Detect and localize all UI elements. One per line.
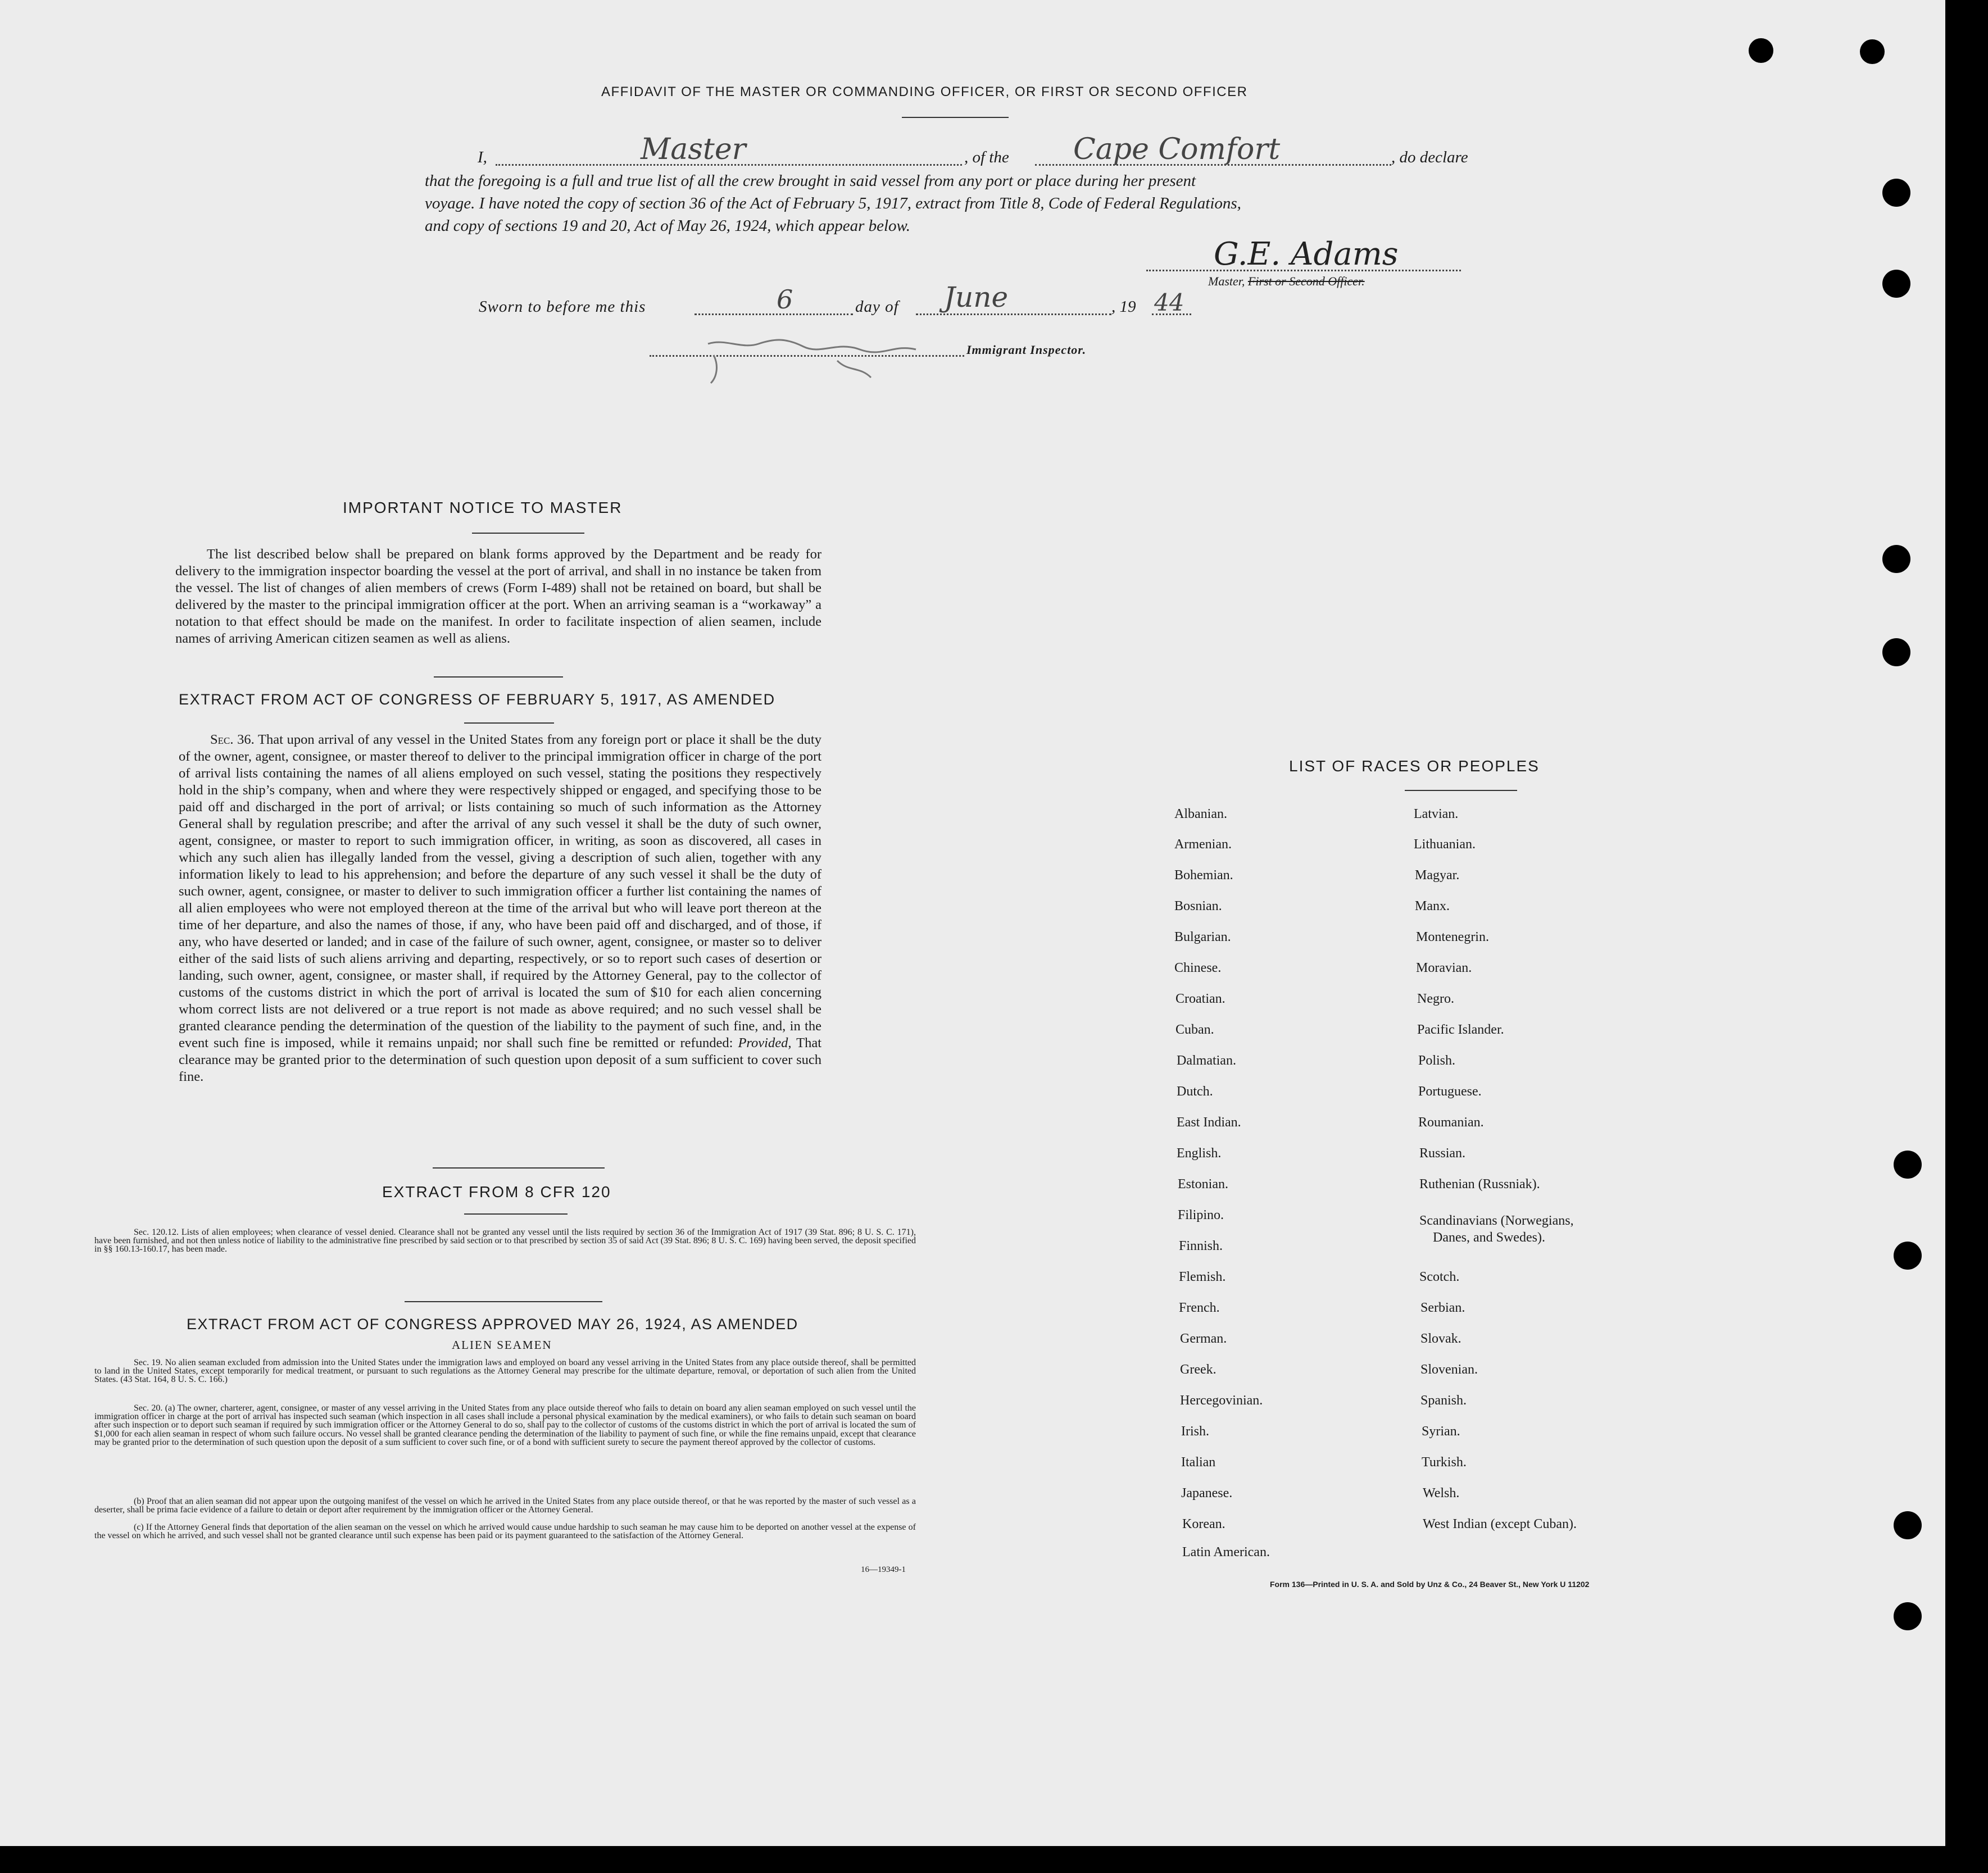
binder-hole	[1882, 179, 1910, 207]
section-36-text-end: That clearance may be granted prior to the determination of such question upon deposit of a sum sufficient to cover such fine.	[179, 1035, 822, 1084]
extract-1924-title: EXTRACT FROM ACT OF CONGRESS APPROVED MAY 26, 1924, AS AMENDED	[187, 1316, 798, 1333]
cfr-body: Sec. 120.12. Lists of alien employees; when clearance of vessel denied. Clearance shall not be granted any vessel until the lists required by section 36 of the Immigration Act of 1917 (39 Stat. 896; 8 U. S. C. 171), have been furnished, and not then unless notice of liability to the administrative fine prescribed by said section or to that prescribed by section 35 of said Act (39 Stat. 896; 8 U. S. C. 169) having been served, the deposit specified in §§ 160.13-160.17, has been made.	[94, 1228, 916, 1254]
signature-caption-prefix: Master,	[1208, 274, 1248, 288]
title-rule	[902, 117, 1009, 118]
race-item: Syrian.	[1422, 1424, 1460, 1439]
filled-rank: Master	[641, 133, 746, 166]
day-blank-line	[695, 313, 853, 315]
extract-1924-sec-20c: (c) If the Attorney General finds that deportation of the alien seaman on the vessel on which he arrived would cause undue hardship to such seaman he may cause him to be deported on another vessel at the expense of the vessel on which he arrived, and such vessel shall not be granted clearance until such expense has been paid or its payment guaranteed to the satisfaction of the Attorney General.	[94, 1522, 916, 1541]
extract-1924-sec-20a: Sec. 20. (a) The owner, charterer, agent, consignee, or master of any vessel arriving in the United States from any place outside thereof who fails to detain on board any alien seaman employed on such vessel until the immigration officer in charge at the port of arrival has inspected such seaman (which inspection in all cases shall include a personal physical examination by the medical examiners), or who fails to detain such seaman on board after such inspection or to deport such seaman if required by such immigration officer or the Attorney General to do so, shall pay to the collector of customs of the customs district in which the port of arrival is located the sum of $1,000 for each alien seaman in respect of whom such failure occurs. No vessel shall be granted clearance pending the determination of the liability to payment of such fine, or while the fine remains unpaid, except that clearance may be granted prior to the determination of such question upon the deposit of a sum sufficient to cover such fine, or of a bond with sufficient surety to secure the payment thereof approved by the collector of customs.	[94, 1403, 916, 1447]
race-item: Lithuanian.	[1414, 837, 1476, 852]
race-item: Welsh.	[1423, 1486, 1460, 1501]
race-item: Ruthenian (Russniak).	[1419, 1177, 1540, 1192]
signature-caption-struck: First or Second Officer.	[1247, 274, 1365, 288]
binder-hole	[1894, 1602, 1922, 1630]
print-code: 16—19349-1	[861, 1565, 906, 1574]
binder-hole	[1894, 1511, 1922, 1539]
affidavit-body-line-2: that the foregoing is a full and true list of all the crew brought in said vessel from any port or place during her present	[425, 172, 1196, 190]
form-footer: Form 136—Printed in U. S. A. and Sold by Unz & Co., 24 Beaver St., New York U 11202	[1270, 1580, 1590, 1589]
race-item: Polish.	[1418, 1053, 1456, 1068]
binder-hole	[1882, 545, 1910, 573]
binder-hole	[1860, 39, 1885, 64]
race-item: West Indian (except Cuban).	[1423, 1517, 1577, 1531]
race-item: Cuban.	[1175, 1022, 1214, 1037]
signature-caption	[1208, 274, 1365, 289]
binder-hole	[1882, 638, 1910, 666]
race-item: German.	[1180, 1331, 1227, 1346]
race-item: Bohemian.	[1174, 868, 1233, 883]
race-item: Bosnian.	[1174, 899, 1222, 913]
race-item: Dutch.	[1177, 1084, 1213, 1099]
affidavit-body-line-4: and copy of sections 19 and 20, Act of May 26, 1924, which appear below.	[425, 217, 910, 235]
race-item: Spanish.	[1420, 1393, 1467, 1408]
affidavit-of-the: , of the	[964, 148, 1009, 166]
sworn-day-label: day of	[855, 298, 899, 316]
race-item: Bulgarian.	[1174, 930, 1231, 944]
race-item: Pacific Islander.	[1417, 1022, 1504, 1037]
race-item: Turkish.	[1422, 1455, 1467, 1470]
cfr-title: EXTRACT FROM 8 CFR 120	[382, 1183, 611, 1201]
race-item: Latin American.	[1182, 1545, 1270, 1560]
race-item: Manx.	[1415, 899, 1450, 913]
affidavit-title: AFFIDAVIT OF THE MASTER OR COMMANDING OFFICER, OR FIRST OR SECOND OFFICER	[601, 84, 1248, 99]
race-item: Finnish.	[1179, 1239, 1223, 1253]
section-36-label: Sec. 36.	[210, 732, 255, 747]
race-item: Danes, and Swedes).	[1433, 1230, 1545, 1245]
master-signature: G.E. Adams	[1214, 236, 1399, 272]
race-item: Dalmatian.	[1177, 1053, 1236, 1068]
extract-1917-rule	[464, 722, 554, 724]
race-item: Irish.	[1181, 1424, 1209, 1439]
affidavit-i: I,	[478, 148, 487, 166]
inspector-label: Immigrant Inspector.	[966, 343, 1087, 357]
binder-hole	[1749, 38, 1773, 63]
sworn-text: Sworn to before me this	[479, 298, 646, 316]
races-title: LIST OF RACES OR PEOPLES	[1289, 757, 1540, 775]
race-item: Croatian.	[1175, 992, 1226, 1006]
races-rule	[1405, 790, 1517, 791]
extract-1924-sec-19: Sec. 19. No alien seaman excluded from admission into the United States under the immigration laws and employed on board any vessel arriving in the United States from any place outside thereof, shall be permitted to land in the United States, except temporarily for medical treatment, or pursuant to such regulations as the Attorney General may prescribe for the ultimate departure, removal, or deportation of such alien from the United States. (43 Stat. 164, 8 U. S. C. 166.)	[94, 1358, 916, 1385]
cfr-rule	[464, 1213, 568, 1215]
filled-year: 44	[1154, 289, 1184, 316]
notice-body: The list described below shall be prepared on blank forms approved by the Department and be ready for delivery to the immigration inspector boarding the vessel at the port of arrival, and shall in no instance be taken from the vessel. The list of changes of alien members of crews (Form I-489) shall not be retained on board, but shall be delivered by the master to the principal immigration officer at the port. When an arriving seaman is a “workaway” a notation to that effect should be made on the manifest. In order to facilitate inspection of alien seamen, include names of arriving American citizen seamen as well as aliens.	[175, 547, 821, 646]
cfr-end-rule	[405, 1301, 602, 1302]
race-item: Moravian.	[1416, 961, 1472, 975]
race-item: Albanian.	[1174, 807, 1227, 821]
extract-1917-body	[179, 731, 821, 1085]
race-item: Roumanian.	[1418, 1115, 1484, 1130]
race-item: Russian.	[1419, 1146, 1466, 1161]
race-item: Serbian.	[1420, 1301, 1465, 1315]
extract-1924-sec-20b: (b) Proof that an alien seaman did not appear upon the outgoing manifest of the vessel on which he arrived in the United States from any place outside thereof, or that he was reported by the master of such vessel as a deserter, shall be prima facie evidence of a failure to detain or deport after requirement by the immigration officer or the Attorney General.	[94, 1497, 916, 1515]
race-item: Chinese.	[1174, 961, 1222, 975]
binder-hole	[1894, 1151, 1922, 1179]
race-item: Flemish.	[1179, 1270, 1226, 1284]
filled-day: 6	[777, 284, 793, 315]
extract-1917-end-rule	[433, 1167, 605, 1169]
race-item: East Indian.	[1177, 1115, 1241, 1130]
race-item: Greek.	[1180, 1362, 1217, 1377]
section-36-text: That upon arrival of any vessel in the United States from any foreign port or place it shall be the duty of the owner, agent, consignee, or master thereof to deliver to the principal immigration officer in charge of the port of arrival lists containing the names of all aliens employed on such vessel, stating the positions they respectively hold in the ship’s company, when and where they were respectively shipped or engaged, and specifying those to be paid off and discharged in the port of arrival; or lists containing so much of such information as the Attorney General shall by regulation prescribe; and after the arrival of any such vessel it shall be the duty of such owner, agent, consignee, or master to report to such immigration officer, in writing, as soon as discovered, all cases in which any such alien has illegally landed from the vessel, giving a description of such alien, together with any information likely to lead to his apprehension; and before the departure of any such vessel it shall be the duty of such owner, agent, consignee, or master to deliver to such immigration officer a further list containing the names of all alien employees who were not employed thereon at the time of the arrival but who will leave port thereon at the time of her departure, and also the names of those, if any, who have been paid off and discharged, and of those, if any, who have deserted or landed; and in case of the failure of such owner, agent, consignee, or master so to deliver either of the said lists of such aliens arriving and departing, respectively, or so to report such cases of desertion or landing, such owner, agent, consignee, or master shall, if required by the Attorney General, pay to the collector of customs of the customs district in which the port of arrival is located the sum of $10 for each alien concerning whom correct lists are not delivered or a true report is not made as above required; and no such vessel shall be granted clearance pending the determination of the question of the liability to the payment of such fine, and, in the event such fine is imposed, while it remains unpaid; nor shall such fine be remitted or refunded:	[179, 732, 821, 1051]
race-item: Slovak.	[1420, 1331, 1462, 1346]
sworn-year-prefix: , 19	[1111, 298, 1136, 316]
filled-month: June	[944, 281, 1009, 313]
race-item: English.	[1177, 1146, 1222, 1161]
race-item: Magyar.	[1415, 868, 1460, 883]
month-blank-line	[916, 313, 1111, 315]
binder-hole	[1882, 270, 1910, 298]
race-item: Slovenian.	[1420, 1362, 1478, 1377]
notice-rule	[472, 533, 584, 534]
extract-1917-title: EXTRACT FROM ACT OF CONGRESS OF FEBRUARY 5, 1917, AS AMENDED	[179, 691, 775, 708]
race-item: Negro.	[1417, 992, 1454, 1006]
race-item: Korean.	[1182, 1517, 1226, 1531]
filled-vessel: Cape Comfort	[1073, 133, 1281, 166]
race-item: Hercegovinian.	[1180, 1393, 1263, 1408]
race-item: Scotch.	[1419, 1270, 1460, 1284]
race-item: Italian	[1181, 1455, 1216, 1470]
provided-word: Provided,	[738, 1035, 792, 1051]
affidavit-declare: , do declare	[1391, 148, 1468, 166]
signature-line	[1146, 270, 1461, 271]
race-item: Scandinavians (Norwegians,	[1419, 1213, 1574, 1228]
notice-end-rule	[434, 676, 563, 678]
race-item: Latvian.	[1414, 807, 1459, 821]
race-item: Estonian.	[1178, 1177, 1228, 1192]
binder-hole	[1894, 1242, 1922, 1270]
race-item: Japanese.	[1181, 1486, 1233, 1501]
race-item: Armenian.	[1174, 837, 1232, 852]
race-item: French.	[1179, 1301, 1220, 1315]
race-item: Montenegrin.	[1416, 930, 1489, 944]
race-item: Portuguese.	[1418, 1084, 1482, 1099]
alien-seamen-subtitle: ALIEN SEAMEN	[452, 1338, 552, 1352]
affidavit-body-line-3: voyage. I have noted the copy of section 36 of the Act of February 5, 1917, extract from Title 8, Code of Federal Regulations,	[425, 194, 1241, 212]
notice-title: IMPORTANT NOTICE TO MASTER	[343, 499, 623, 516]
race-item: Filipino.	[1178, 1208, 1224, 1222]
inspector-signature	[691, 327, 927, 389]
